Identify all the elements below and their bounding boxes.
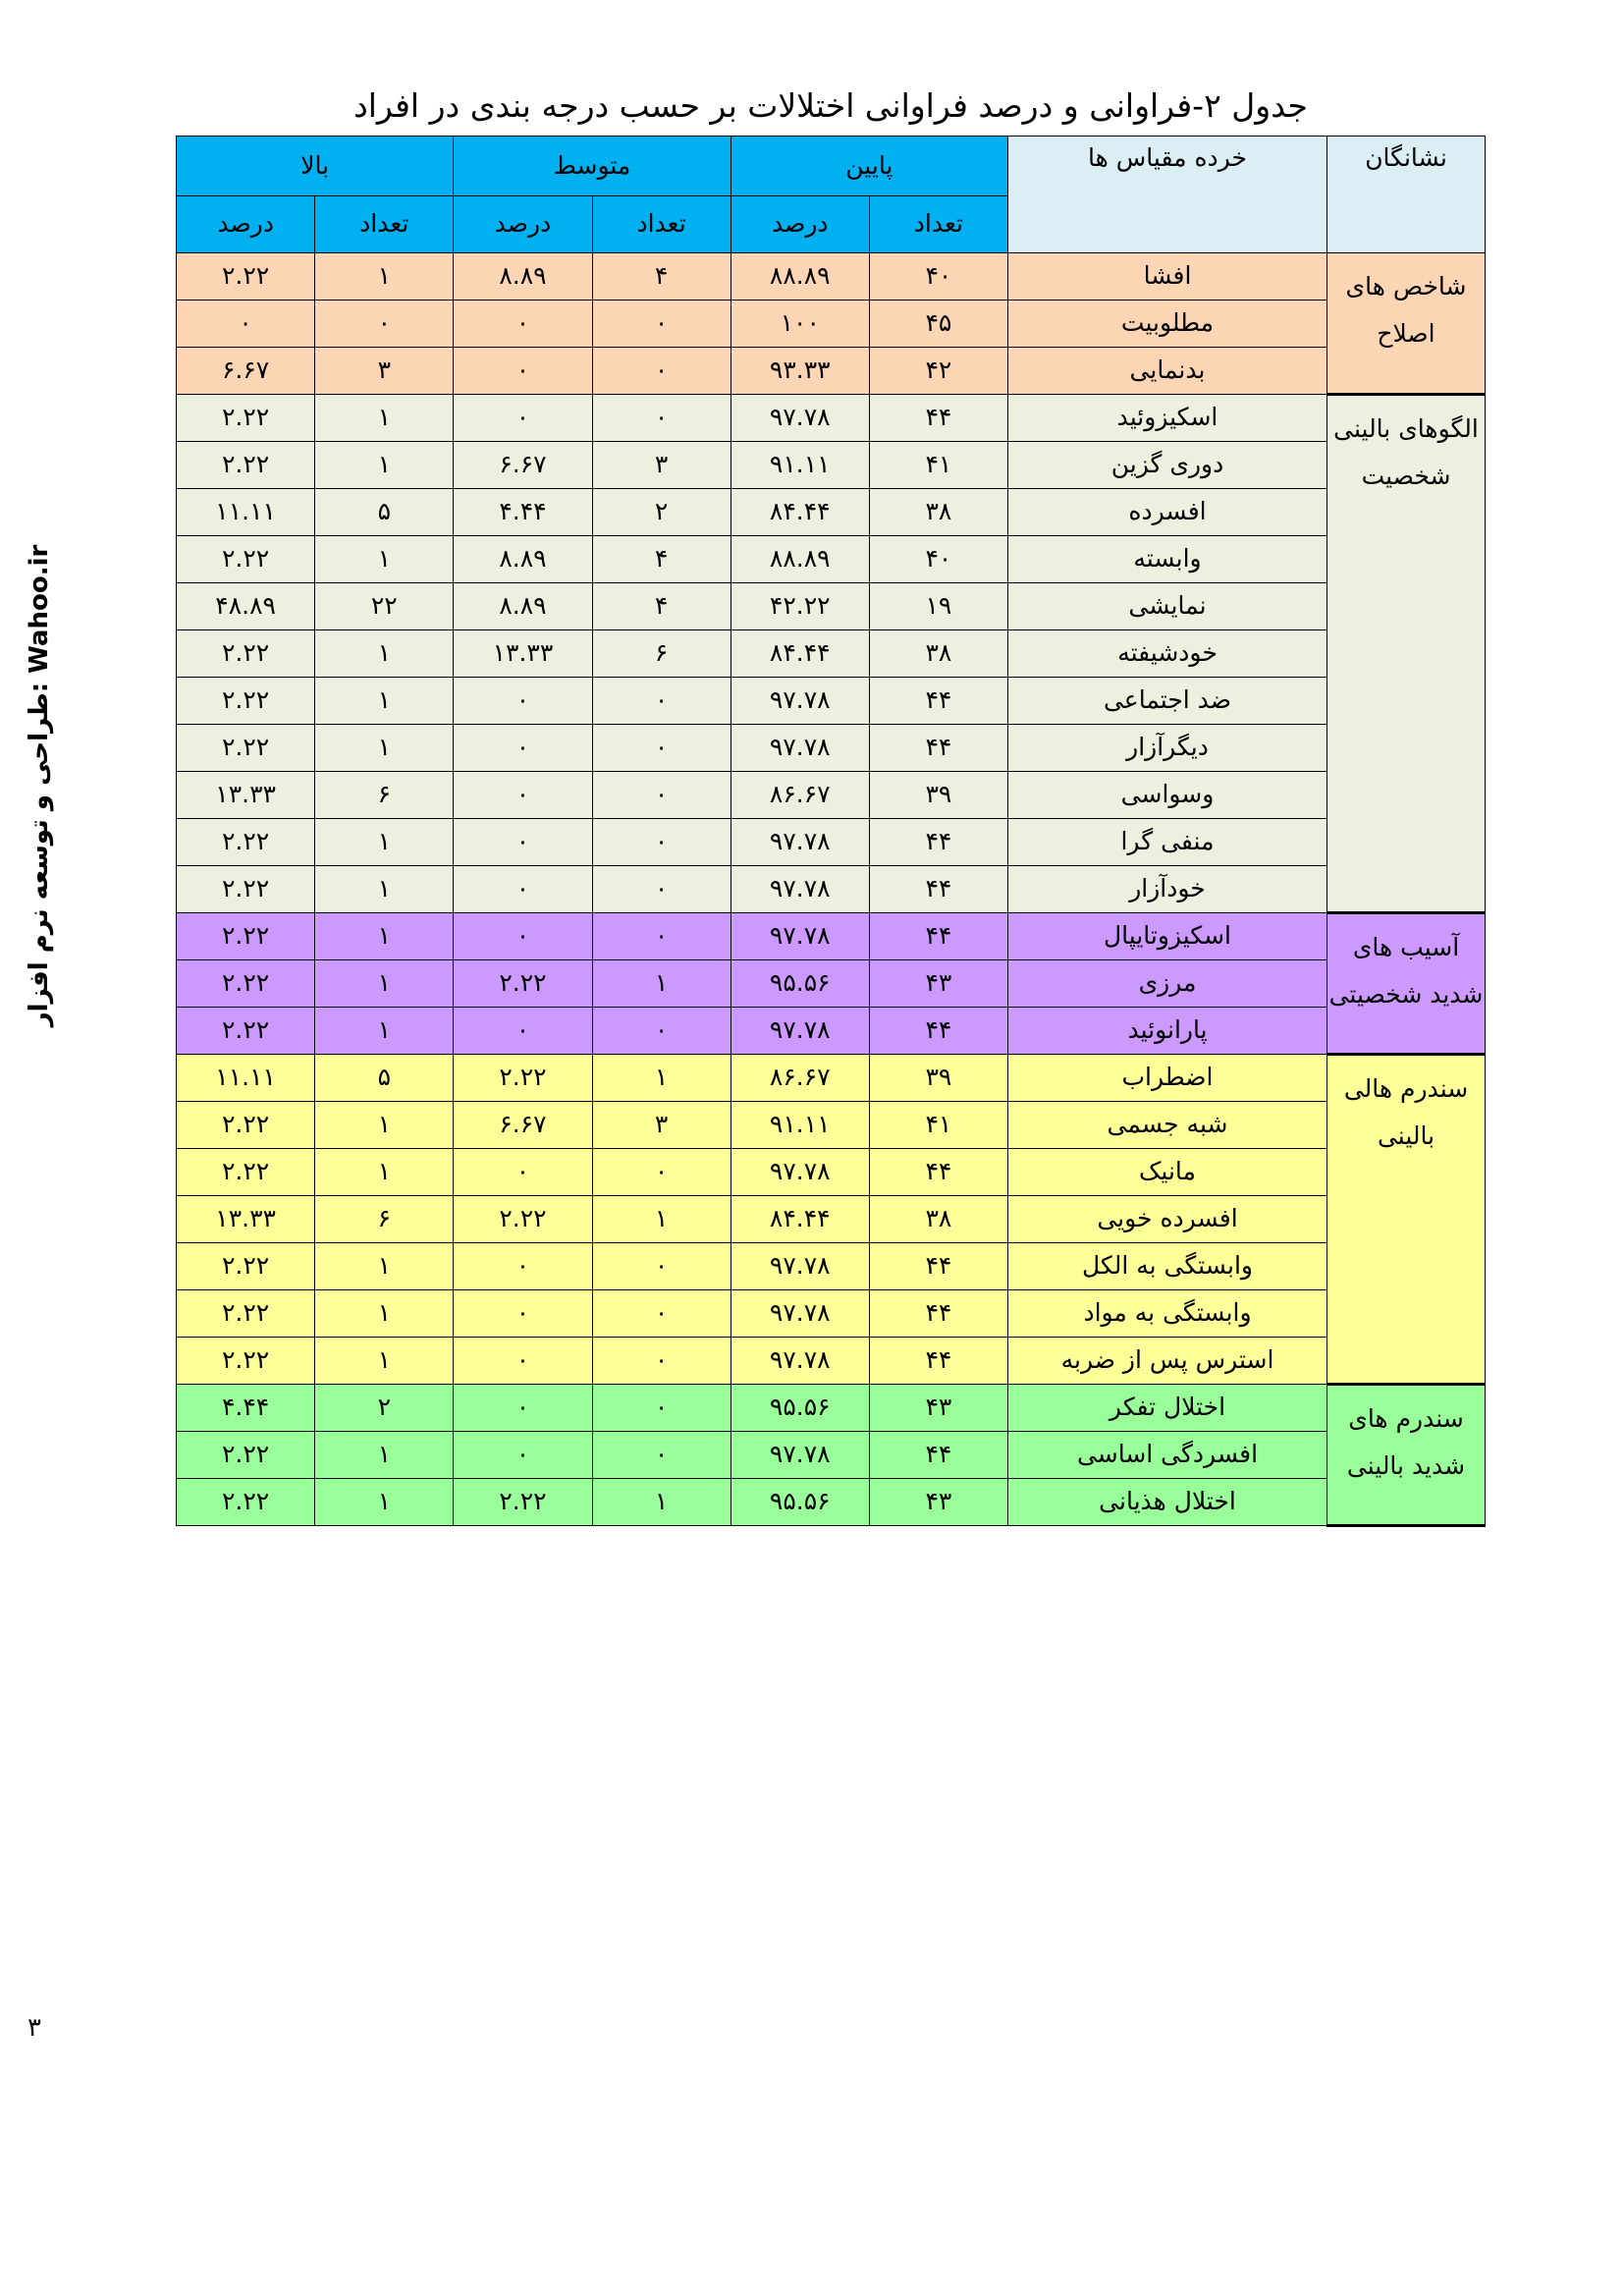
group-label: الگوهای بالینی شخصیت (1327, 395, 1486, 913)
low-count: ۴۴ (869, 1008, 1007, 1055)
table-row (177, 678, 1486, 725)
header-high: بالا (177, 137, 454, 196)
subscale-name: بدنمایی (1008, 348, 1327, 395)
medium-percent: ۸.۸۹ (454, 583, 592, 630)
header-medium-percent: درصد (454, 196, 592, 253)
table-row (177, 253, 1486, 301)
low-count: ۴۴ (869, 1338, 1007, 1385)
header-high-percent: درصد (177, 196, 315, 253)
high-percent: ۴۸.۸۹ (177, 583, 315, 630)
high-percent: ۲.۲۲ (177, 1008, 315, 1055)
subscale-name: خودشیفته (1008, 630, 1327, 678)
subscale-name: دیگرآزار (1008, 725, 1327, 772)
header-low: پایین (731, 137, 1007, 196)
low-percent: ۹۷.۷۸ (731, 1243, 869, 1290)
high-count: ۱ (315, 1149, 454, 1196)
low-percent: ۹۷.۷۸ (731, 1290, 869, 1338)
subscale-name: پارانوئید (1008, 1008, 1327, 1055)
medium-percent: ۸.۸۹ (454, 536, 592, 583)
medium-percent: ۰ (454, 913, 592, 960)
header-medium-count: تعداد (592, 196, 731, 253)
high-percent: ۲.۲۲ (177, 630, 315, 678)
table-row (177, 1338, 1486, 1385)
low-percent: ۸۴.۴۴ (731, 1196, 869, 1243)
medium-percent: ۸.۸۹ (454, 253, 592, 301)
low-percent: ۹۱.۱۱ (731, 1102, 869, 1149)
subscale-name: اضطراب (1008, 1055, 1327, 1102)
low-percent: ۹۵.۵۶ (731, 1385, 869, 1432)
high-percent: ۲.۲۲ (177, 960, 315, 1008)
low-percent: ۸۶.۶۷ (731, 772, 869, 819)
header-medium: متوسط (454, 137, 731, 196)
table-row (177, 1055, 1486, 1102)
high-percent: ۲.۲۲ (177, 819, 315, 866)
high-count: ۱ (315, 913, 454, 960)
low-percent: ۸۸.۸۹ (731, 536, 869, 583)
table-row (177, 960, 1486, 1008)
group-label: شاخص های اصلاح (1327, 253, 1486, 395)
subscale-name: مرزی (1008, 960, 1327, 1008)
table-row (177, 1196, 1486, 1243)
high-percent: ۶.۶۷ (177, 348, 315, 395)
medium-percent: ۰ (454, 866, 592, 913)
medium-percent: ۲.۲۲ (454, 960, 592, 1008)
subscale-name: وابستگی به الکل (1008, 1243, 1327, 1290)
low-count: ۳۹ (869, 1055, 1007, 1102)
high-percent: ۲.۲۲ (177, 1479, 315, 1526)
medium-percent: ۰ (454, 1432, 592, 1479)
high-count: ۰ (315, 301, 454, 348)
medium-percent: ۰ (454, 772, 592, 819)
low-percent: ۹۷.۷۸ (731, 725, 869, 772)
medium-count: ۰ (592, 1149, 731, 1196)
low-percent: ۸۶.۶۷ (731, 1055, 869, 1102)
low-count: ۴۴ (869, 678, 1007, 725)
low-count: ۴۴ (869, 1243, 1007, 1290)
medium-percent: ۰ (454, 678, 592, 725)
high-count: ۱ (315, 1432, 454, 1479)
low-count: ۴۴ (869, 866, 1007, 913)
subscale-name: وابستگی به مواد (1008, 1290, 1327, 1338)
table-row (177, 536, 1486, 583)
side-credit-domain: Wahoo.ir (25, 544, 54, 674)
header-indicators: نشانگان (1327, 137, 1486, 253)
high-percent: ۱۳.۳۳ (177, 1196, 315, 1243)
table-row (177, 819, 1486, 866)
high-percent: ۲.۲۲ (177, 913, 315, 960)
medium-count: ۳ (592, 442, 731, 489)
high-count: ۱ (315, 1338, 454, 1385)
low-count: ۴۴ (869, 725, 1007, 772)
table-row (177, 1432, 1486, 1479)
subscale-name: وابسته (1008, 536, 1327, 583)
low-percent: ۹۷.۷۸ (731, 866, 869, 913)
low-count: ۴۴ (869, 1290, 1007, 1338)
table-row (177, 1479, 1486, 1526)
low-percent: ۹۷.۷۸ (731, 1338, 869, 1385)
table-row (177, 395, 1486, 442)
low-percent: ۱۰۰ (731, 301, 869, 348)
medium-count: ۱ (592, 1196, 731, 1243)
table-row (177, 583, 1486, 630)
subscale-name: اسکیزوئید (1008, 395, 1327, 442)
high-count: ۱ (315, 725, 454, 772)
high-count: ۱ (315, 1243, 454, 1290)
medium-percent: ۶.۶۷ (454, 1102, 592, 1149)
medium-percent: ۲.۲۲ (454, 1479, 592, 1526)
high-count: ۵ (315, 1055, 454, 1102)
low-percent: ۸۸.۸۹ (731, 253, 869, 301)
medium-count: ۰ (592, 819, 731, 866)
high-count: ۱ (315, 960, 454, 1008)
high-percent: ۱۳.۳۳ (177, 772, 315, 819)
medium-count: ۶ (592, 630, 731, 678)
low-count: ۴۴ (869, 395, 1007, 442)
medium-count: ۰ (592, 1243, 731, 1290)
subscale-name: اختلال هذیانی (1008, 1479, 1327, 1526)
high-count: ۵ (315, 489, 454, 536)
subscale-name: افشا (1008, 253, 1327, 301)
low-percent: ۹۷.۷۸ (731, 395, 869, 442)
medium-count: ۰ (592, 772, 731, 819)
high-count: ۱ (315, 1479, 454, 1526)
low-count: ۳۸ (869, 1196, 1007, 1243)
high-count: ۱ (315, 630, 454, 678)
subscale-name: نمایشی (1008, 583, 1327, 630)
low-count: ۴۳ (869, 960, 1007, 1008)
high-count: ۲ (315, 1385, 454, 1432)
low-percent: ۹۳.۳۳ (731, 348, 869, 395)
subscale-name: افسرده (1008, 489, 1327, 536)
medium-count: ۴ (592, 253, 731, 301)
medium-count: ۰ (592, 678, 731, 725)
high-count: ۳ (315, 348, 454, 395)
header-low-count: تعداد (869, 196, 1007, 253)
medium-count: ۴ (592, 583, 731, 630)
low-count: ۳۸ (869, 489, 1007, 536)
subscale-name: مطلوبیت (1008, 301, 1327, 348)
high-count: ۶ (315, 1196, 454, 1243)
side-credit-text: طراحی و توسعه نرم افزار: (25, 682, 54, 1027)
high-count: ۱ (315, 395, 454, 442)
medium-percent: ۲.۲۲ (454, 1055, 592, 1102)
low-count: ۴۰ (869, 536, 1007, 583)
medium-count: ۰ (592, 301, 731, 348)
high-percent: ۰ (177, 301, 315, 348)
high-count: ۱ (315, 819, 454, 866)
low-percent: ۹۷.۷۸ (731, 819, 869, 866)
medium-percent: ۰ (454, 819, 592, 866)
high-percent: ۱۱.۱۱ (177, 1055, 315, 1102)
medium-percent: ۰ (454, 1338, 592, 1385)
table-row (177, 348, 1486, 395)
high-count: ۲۲ (315, 583, 454, 630)
high-percent: ۲.۲۲ (177, 1432, 315, 1479)
table-row (177, 1149, 1486, 1196)
medium-percent: ۰ (454, 348, 592, 395)
medium-count: ۳ (592, 1102, 731, 1149)
table-row (177, 442, 1486, 489)
medium-percent: ۰ (454, 1149, 592, 1196)
subscale-name: دوری گزین (1008, 442, 1327, 489)
high-count: ۱ (315, 253, 454, 301)
medium-count: ۰ (592, 866, 731, 913)
high-percent: ۲.۲۲ (177, 725, 315, 772)
high-count: ۱ (315, 866, 454, 913)
low-count: ۱۹ (869, 583, 1007, 630)
subscale-name: مانیک (1008, 1149, 1327, 1196)
low-percent: ۹۷.۷۸ (731, 1432, 869, 1479)
table-row (177, 1102, 1486, 1149)
low-count: ۴۴ (869, 1149, 1007, 1196)
subscale-name: اختلال تفکر (1008, 1385, 1327, 1432)
table-header (177, 137, 1486, 253)
high-percent: ۲.۲۲ (177, 1290, 315, 1338)
header-high-count: تعداد (315, 196, 454, 253)
header-low-percent: درصد (731, 196, 869, 253)
medium-count: ۰ (592, 725, 731, 772)
group-label: سندرم هالی بالینی (1327, 1055, 1486, 1385)
low-count: ۴۵ (869, 301, 1007, 348)
medium-percent: ۰ (454, 301, 592, 348)
medium-percent: ۰ (454, 725, 592, 772)
subscale-name: اسکیزوتایپال (1008, 913, 1327, 960)
high-count: ۱ (315, 442, 454, 489)
high-count: ۱ (315, 536, 454, 583)
low-count: ۴۳ (869, 1479, 1007, 1526)
low-count: ۴۴ (869, 819, 1007, 866)
medium-count: ۰ (592, 913, 731, 960)
frequency-table (176, 136, 1486, 1527)
high-percent: ۱۱.۱۱ (177, 489, 315, 536)
low-count: ۴۲ (869, 348, 1007, 395)
low-percent: ۹۷.۷۸ (731, 1149, 869, 1196)
low-count: ۴۴ (869, 913, 1007, 960)
subscale-name: ضد اجتماعی (1008, 678, 1327, 725)
subscale-name: وسواسی (1008, 772, 1327, 819)
low-percent: ۹۷.۷۸ (731, 678, 869, 725)
low-percent: ۹۵.۵۶ (731, 960, 869, 1008)
high-percent: ۲.۲۲ (177, 1102, 315, 1149)
medium-percent: ۰ (454, 1243, 592, 1290)
low-count: ۴۱ (869, 1102, 1007, 1149)
high-percent: ۲.۲۲ (177, 1149, 315, 1196)
table-title: جدول ۲-فراوانی و درصد فراوانی اختلالات بر حسب درجه بندی در افراد (353, 86, 1308, 125)
subscale-name: منفی گرا (1008, 819, 1327, 866)
high-percent: ۲.۲۲ (177, 253, 315, 301)
low-count: ۳۸ (869, 630, 1007, 678)
low-percent: ۹۷.۷۸ (731, 1008, 869, 1055)
high-count: ۱ (315, 1290, 454, 1338)
table-row (177, 725, 1486, 772)
table-row (177, 1243, 1486, 1290)
high-count: ۱ (315, 1008, 454, 1055)
low-count: ۴۱ (869, 442, 1007, 489)
medium-percent: ۰ (454, 1290, 592, 1338)
subscale-name: استرس پس از ضربه (1008, 1338, 1327, 1385)
table-row (177, 630, 1486, 678)
medium-count: ۰ (592, 348, 731, 395)
subscale-name: افسرده خویی (1008, 1196, 1327, 1243)
medium-count: ۰ (592, 1385, 731, 1432)
medium-count: ۱ (592, 1055, 731, 1102)
table-body (177, 253, 1486, 1526)
group-label: آسیب های شدید شخصیتی (1327, 913, 1486, 1055)
table-row (177, 772, 1486, 819)
medium-percent: ۰ (454, 395, 592, 442)
page-number: ۳ (27, 2013, 41, 2043)
medium-count: ۱ (592, 960, 731, 1008)
low-percent: ۸۴.۴۴ (731, 489, 869, 536)
low-percent: ۹۱.۱۱ (731, 442, 869, 489)
medium-count: ۱ (592, 1479, 731, 1526)
medium-percent: ۶.۶۷ (454, 442, 592, 489)
medium-count: ۴ (592, 536, 731, 583)
high-percent: ۲.۲۲ (177, 1243, 315, 1290)
medium-count: ۰ (592, 395, 731, 442)
table-row (177, 1008, 1486, 1055)
low-count: ۴۴ (869, 1432, 1007, 1479)
low-percent: ۴۲.۲۲ (731, 583, 869, 630)
high-percent: ۴.۴۴ (177, 1385, 315, 1432)
side-credit (25, 545, 54, 1027)
high-count: ۱ (315, 1102, 454, 1149)
high-count: ۶ (315, 772, 454, 819)
medium-count: ۲ (592, 489, 731, 536)
medium-count: ۰ (592, 1008, 731, 1055)
high-percent: ۲.۲۲ (177, 1338, 315, 1385)
subscale-name: شبه جسمی (1008, 1102, 1327, 1149)
medium-count: ۰ (592, 1432, 731, 1479)
medium-percent: ۱۳.۳۳ (454, 630, 592, 678)
table-row (177, 1290, 1486, 1338)
high-count: ۱ (315, 678, 454, 725)
high-percent: ۲.۲۲ (177, 442, 315, 489)
table-row (177, 866, 1486, 913)
medium-count: ۰ (592, 1338, 731, 1385)
low-percent: ۸۴.۴۴ (731, 630, 869, 678)
medium-count: ۰ (592, 1290, 731, 1338)
table-row (177, 301, 1486, 348)
high-percent: ۲.۲۲ (177, 866, 315, 913)
subscale-name: افسردگی اساسی (1008, 1432, 1327, 1479)
low-count: ۳۹ (869, 772, 1007, 819)
high-percent: ۲.۲۲ (177, 536, 315, 583)
subscale-name: خودآزار (1008, 866, 1327, 913)
medium-percent: ۰ (454, 1008, 592, 1055)
medium-percent: ۲.۲۲ (454, 1196, 592, 1243)
medium-percent: ۰ (454, 1385, 592, 1432)
header-subscales: خرده مقیاس ها (1008, 137, 1327, 253)
table-row (177, 489, 1486, 536)
table-row (177, 1385, 1486, 1432)
low-count: ۴۳ (869, 1385, 1007, 1432)
low-count: ۴۰ (869, 253, 1007, 301)
medium-percent: ۴.۴۴ (454, 489, 592, 536)
high-percent: ۲.۲۲ (177, 678, 315, 725)
table-row (177, 913, 1486, 960)
low-percent: ۹۷.۷۸ (731, 913, 869, 960)
group-label: سندرم های شدید بالینی (1327, 1385, 1486, 1526)
high-percent: ۲.۲۲ (177, 395, 315, 442)
low-percent: ۹۵.۵۶ (731, 1479, 869, 1526)
